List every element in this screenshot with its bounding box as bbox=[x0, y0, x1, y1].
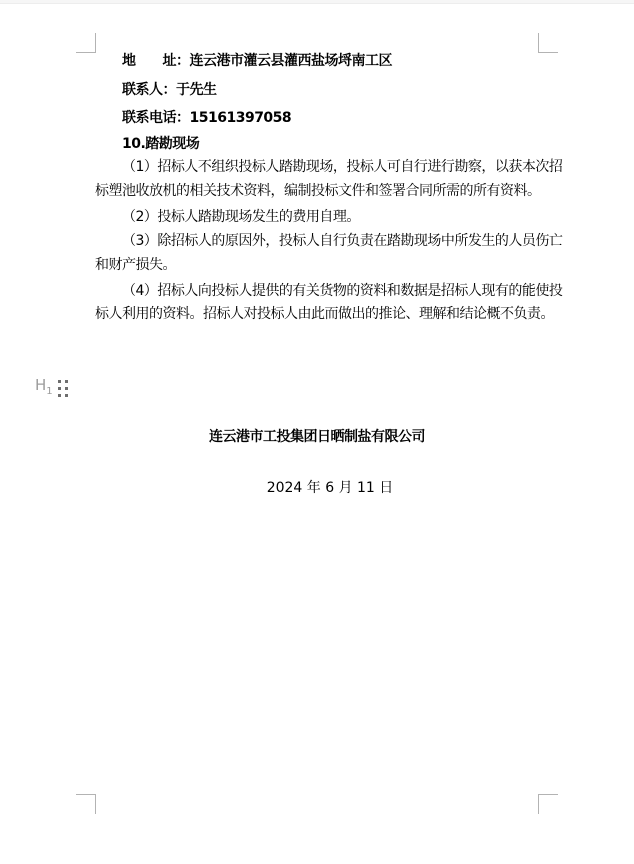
contact-phone-line: 联系电话：15161397058 bbox=[122, 110, 292, 126]
margin-crop-mark-bottom-right bbox=[538, 794, 558, 814]
clause-4-line-1: （4）招标人向投标人提供的有关货物的资料和数据是招标人现有的能使投 bbox=[122, 283, 563, 299]
signature-date: 2024 年 6 月 11 日 bbox=[266, 480, 394, 496]
clause-3-line-1: （3）除招标人的原因外，投标人自行负责在踏勘现场中所发生的人员伤亡 bbox=[122, 233, 563, 249]
clause-1-line-1: （1）招标人不组织投标人踏勘现场，投标人可自行进行勘察，以获本次招 bbox=[122, 159, 563, 175]
heading-level-label: H bbox=[35, 376, 47, 394]
contact-address-line: 地 址：连云港市灌云县灌西盐场埒南工区 bbox=[122, 53, 392, 69]
clause-2-line-1: （2）投标人踏勘现场发生的费用自理。 bbox=[122, 209, 360, 225]
clause-1-line-2: 标塑池收放机的相关技术资料，编制投标文件和签署合同所需的所有资料。 bbox=[95, 183, 541, 199]
margin-crop-mark-top-right bbox=[538, 33, 558, 53]
clause-3-line-2: 和财产损失。 bbox=[95, 257, 176, 273]
heading-level-number: 1 bbox=[46, 386, 53, 397]
signature-company-name: 连云港市工投集团日晒制盐有限公司 bbox=[209, 429, 425, 445]
clause-4-line-2: 标人利用的资料。招标人对投标人由此而做出的推论、理解和结论概不负责。 bbox=[95, 306, 554, 322]
contact-person-line: 联系人：于先生 bbox=[122, 82, 217, 98]
paragraph-drag-handle-icon[interactable] bbox=[58, 380, 68, 397]
heading-level-indicator[interactable] bbox=[35, 377, 53, 400]
margin-crop-mark-top-left bbox=[76, 33, 96, 53]
margin-crop-mark-bottom-left bbox=[76, 794, 96, 814]
page-top-edge bbox=[0, 0, 634, 4]
section-heading: 10.踏勘现场 bbox=[122, 136, 200, 152]
